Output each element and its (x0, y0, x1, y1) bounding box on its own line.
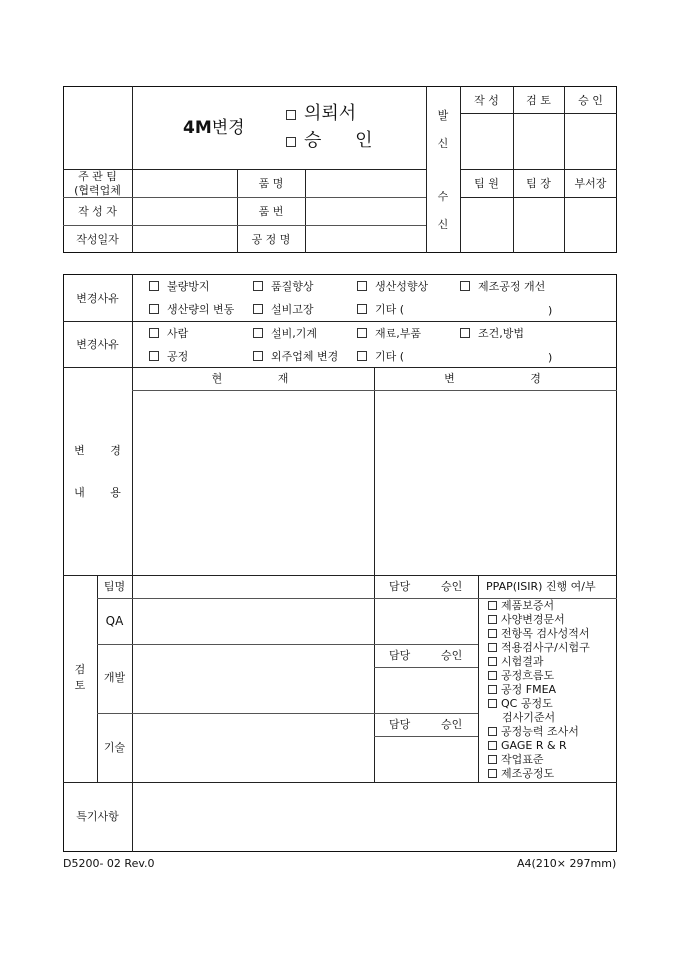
ppap-item-label: 사양변경문서 (501, 613, 565, 626)
recv-label-1: 수 (437, 190, 449, 203)
reason1-opt-other[interactable]: 기타 ( (357, 304, 404, 315)
ppap-item[interactable] (488, 726, 579, 737)
lead-team-label: 주 관 팀 (78, 170, 117, 183)
approve-checkbox[interactable] (286, 137, 296, 147)
option-approve[interactable]: 승 인 (286, 132, 387, 150)
tech-approve-label: 승인 (441, 718, 463, 731)
part-name-label: 품 명 (258, 177, 284, 190)
ppap-item[interactable] (488, 656, 544, 667)
ppap-item-label: 공정흐름도 (501, 669, 555, 682)
send-col-approve: 승 인 (578, 94, 603, 107)
option-request[interactable]: 의뢰서 (286, 105, 356, 123)
dev-in-charge-label: 담당 (389, 649, 411, 662)
request-checkbox[interactable] (286, 110, 296, 120)
reason1-opt-process[interactable]: 제조공정 개선 (460, 281, 545, 292)
tech-in-charge-label: 담당 (389, 718, 411, 731)
ppap-checkbox[interactable] (488, 657, 497, 666)
qa-approve-label: 승인 (441, 580, 463, 593)
ppap-checkbox[interactable] (488, 643, 497, 652)
ppap-checkbox[interactable] (488, 615, 497, 624)
recv-label-2: 신 (437, 218, 449, 231)
reason2-opt-machine[interactable]: 설비,기계 (253, 328, 317, 339)
ppap-item-label: 공정 FMEA (501, 683, 557, 696)
reason1-opt-defect[interactable]: 불량방지 (149, 281, 210, 292)
paper-size: A4(210× 297mm) (517, 857, 617, 870)
reason1-opt-quality[interactable]: 품질향상 (253, 281, 314, 292)
send-label-2: 신 (437, 137, 449, 150)
reason2-close-paren: ) (548, 351, 553, 364)
ppap-item[interactable] (488, 628, 590, 639)
reason2-opt-material[interactable]: 재료,부품 (357, 328, 421, 339)
ppap-item[interactable] (488, 670, 554, 681)
doc-number: D5200- 02 Rev.0 (63, 857, 155, 870)
ppap-checkbox[interactable] (488, 727, 497, 736)
ppap-checkbox[interactable] (488, 769, 497, 778)
ppap-item[interactable] (488, 684, 556, 695)
ppap-item[interactable] (488, 642, 590, 653)
team-tech: 기술 (103, 741, 126, 754)
reason1-opt-volume[interactable]: 생산량의 변동 (149, 304, 234, 315)
remarks-label: 특기사항 (76, 810, 119, 823)
ppap-item[interactable] (488, 740, 567, 751)
date-label: 작성일자 (76, 233, 119, 246)
ppap-item-label: 검사기준서 (502, 711, 556, 724)
reason2-opt-man[interactable]: 사람 (149, 328, 188, 339)
ppap-item[interactable] (488, 754, 544, 765)
recv-col-leader: 팀 장 (526, 177, 551, 190)
reason1-opt-breakdown[interactable]: 설비고장 (253, 304, 314, 315)
team-dev: 개발 (103, 671, 126, 684)
qa-in-charge-label: 담당 (389, 580, 411, 593)
current-header: 현 재 (211, 372, 295, 385)
reason1-label: 변경사유 (76, 292, 119, 305)
reason1-close-paren: ) (548, 304, 553, 317)
team-qa: QA (105, 614, 124, 628)
dev-approve-label: 승인 (441, 649, 463, 662)
ppap-checkbox[interactable] (488, 741, 497, 750)
part-number-label: 품 번 (258, 205, 284, 218)
content-label-1: 변 경 (74, 444, 121, 457)
recv-col-head: 부서장 (574, 177, 607, 190)
ppap-checkbox[interactable] (488, 685, 497, 694)
ppap-item (502, 712, 555, 723)
change-header: 변 경 (444, 372, 547, 385)
reason2-opt-vendor[interactable]: 외주업체 변경 (253, 351, 338, 362)
author-label: 작 성 자 (78, 205, 117, 218)
reason2-opt-other[interactable]: 기타 ( (357, 351, 404, 362)
ppap-checkbox[interactable] (488, 699, 497, 708)
change-content-area[interactable] (375, 391, 616, 574)
ppap-item-label: GAGE R & R (501, 739, 567, 752)
ppap-item-label: 공정능력 조사서 (501, 725, 579, 738)
ppap-title: PPAP(ISIR) 진행 여/부 (486, 580, 596, 593)
ppap-item-label: QC 공정도 (501, 697, 553, 710)
process-name-label: 공 정 명 (251, 233, 291, 246)
ppap-item-label: 전항목 검사성적서 (501, 627, 590, 640)
ppap-item[interactable] (488, 768, 554, 779)
reason2-opt-method[interactable]: 조건,방법 (460, 328, 524, 339)
review-label: 검 토 (74, 663, 86, 692)
content-label-2: 내 용 (74, 486, 121, 499)
ppap-item-label: 제품보증서 (501, 599, 555, 612)
reason1-opt-productivity[interactable]: 생산성향상 (357, 281, 428, 292)
ppap-item[interactable] (488, 600, 554, 611)
reason2-opt-process[interactable]: 공정 (149, 351, 188, 362)
ppap-item[interactable] (488, 698, 553, 709)
ppap-item-label: 시험결과 (501, 655, 544, 668)
current-content-area[interactable] (133, 391, 373, 574)
ppap-checkbox[interactable] (488, 601, 497, 610)
send-label-1: 발 (437, 109, 449, 122)
partner-label: (협력업체 (74, 184, 121, 197)
remarks-area[interactable] (133, 783, 616, 851)
team-header: 팀명 (103, 580, 126, 593)
ppap-item-label: 제조공정도 (501, 767, 555, 780)
form-title: 4M변경 (183, 118, 245, 138)
reason2-label: 변경사유 (76, 338, 119, 351)
ppap-item-label: 작업표준 (501, 753, 544, 766)
ppap-item[interactable] (488, 614, 565, 625)
ppap-checkbox[interactable] (488, 755, 497, 764)
send-col-write: 작 성 (474, 94, 499, 107)
ppap-item-label: 적용검사구/시험구 (501, 641, 590, 654)
recv-col-member: 팀 원 (474, 177, 499, 190)
ppap-checkbox[interactable] (488, 671, 497, 680)
send-col-review: 검 토 (526, 94, 551, 107)
ppap-checkbox[interactable] (488, 629, 497, 638)
